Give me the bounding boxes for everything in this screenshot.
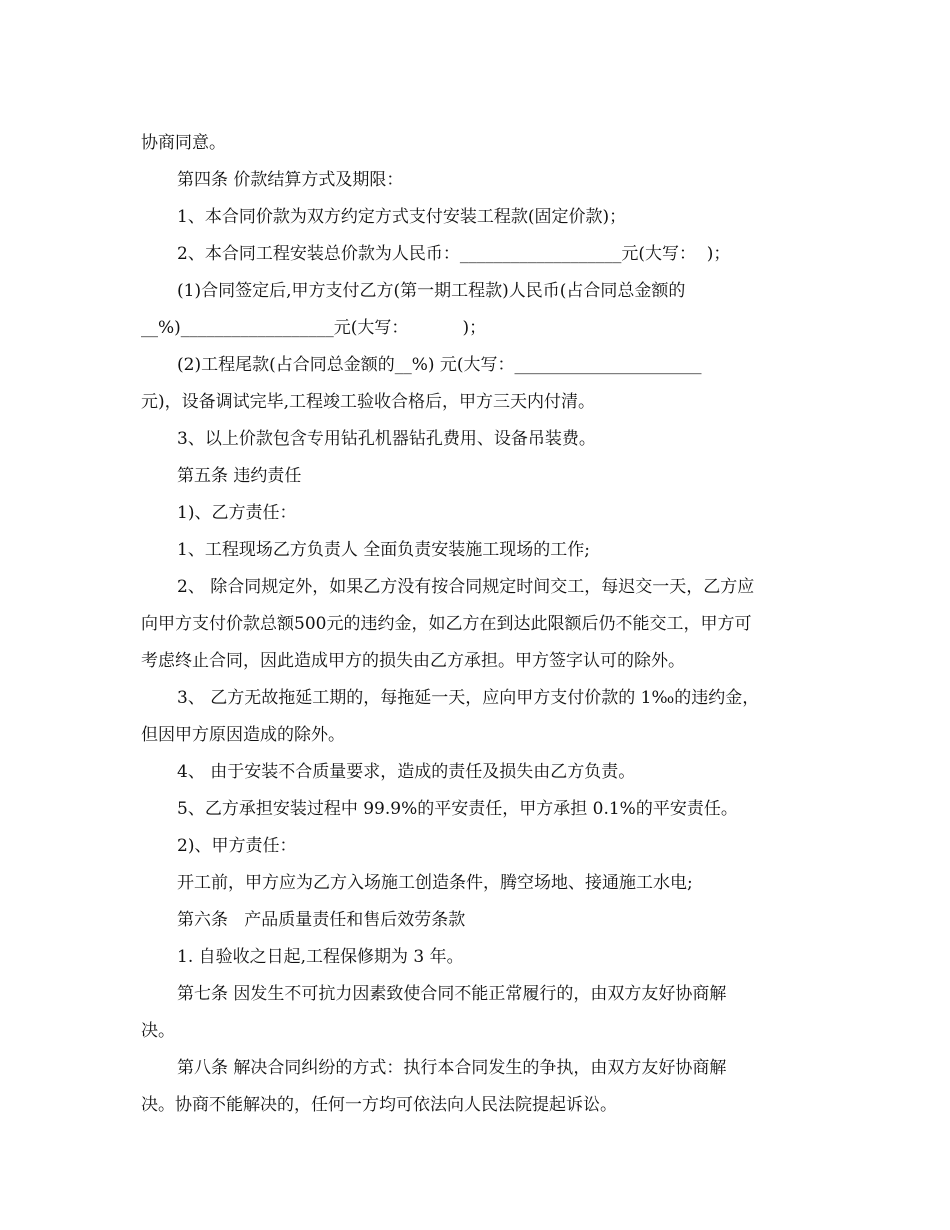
text-line: 1. 自验收之日起,工程保修期为 3 年。 — [177, 947, 464, 967]
article-heading: 第七条 因发生不可抗力因素致使合同不能正常履行的，由双方友好协商解 — [177, 984, 727, 1004]
text-line: 1、本合同价款为双方约定方式支付安装工程款(固定价款)； — [177, 207, 627, 227]
text-line: 2、本合同工程安装总价款为人民币：___________________元(大写： )； — [177, 244, 731, 264]
text-line: 考虑终止合同，因此造成甲方的损失由乙方承担。甲方签字认可的除外。 — [141, 651, 685, 671]
text-line: 4、 由于安装不合质量要求，造成的责任及损失由乙方负责。 — [177, 762, 636, 782]
text-line: 1)、乙方责任： — [177, 503, 297, 523]
text-line: 2)、甲方责任： — [177, 836, 297, 856]
text-line: 开工前，甲方应为乙方入场施工创造条件，腾空场地、接通施工水电; — [177, 873, 693, 893]
article-heading: 第六条 产品质量责任和售后效劳条款 — [177, 910, 466, 930]
text-line: 3、 乙方无故拖延工期的，每拖延一天，应向甲方支付价款的 1‰的违约金， — [177, 688, 760, 708]
text-line: 决。协商不能解决的，任何一方均可依法向人民法院提起诉讼。 — [141, 1095, 617, 1115]
text-line: 但因甲方原因造成的除外。 — [141, 725, 345, 745]
text-line: 1、工程现场乙方负责人 全面负责安装施工现场的工作; — [177, 540, 590, 560]
article-heading: 第八条 解决合同纠纷的方式：执行本合同发生的争执，由双方友好协商解 — [177, 1058, 727, 1078]
text-line: 决。 — [141, 1021, 175, 1041]
text-line: (1)合同签定后,甲方支付乙方(第一期工程款)人民币(占合同总金额的 — [177, 281, 686, 301]
text-line: 元)，设备调试完毕,工程竣工验收合格后，甲方三天内付清。 — [141, 392, 596, 412]
article-heading: 第五条 违约责任 — [177, 466, 302, 486]
text-line: 向甲方支付价款总额500元的违约金，如乙方在到达此限额后仍不能交工，甲方可 — [141, 614, 752, 634]
text-line: 2、 除合同规定外，如果乙方没有按合同规定时间交工，每迟交一天，乙方应 — [177, 577, 755, 597]
text-line: 3、以上价款包含专用钻孔机器钻孔费用、设备吊装费。 — [177, 429, 596, 449]
text-line: __%)__________________元(大写： )； — [141, 318, 487, 338]
text-line: 协商同意。 — [141, 133, 226, 153]
article-heading: 第四条 价款结算方式及期限： — [177, 170, 404, 190]
text-line: 5、乙方承担安装过程中 99.9%的平安责任，甲方承担 0.1%的平安责任。 — [177, 799, 738, 819]
text-line: (2)工程尾款(占合同总金额的__%) 元(大写：______________________ — [177, 355, 702, 375]
